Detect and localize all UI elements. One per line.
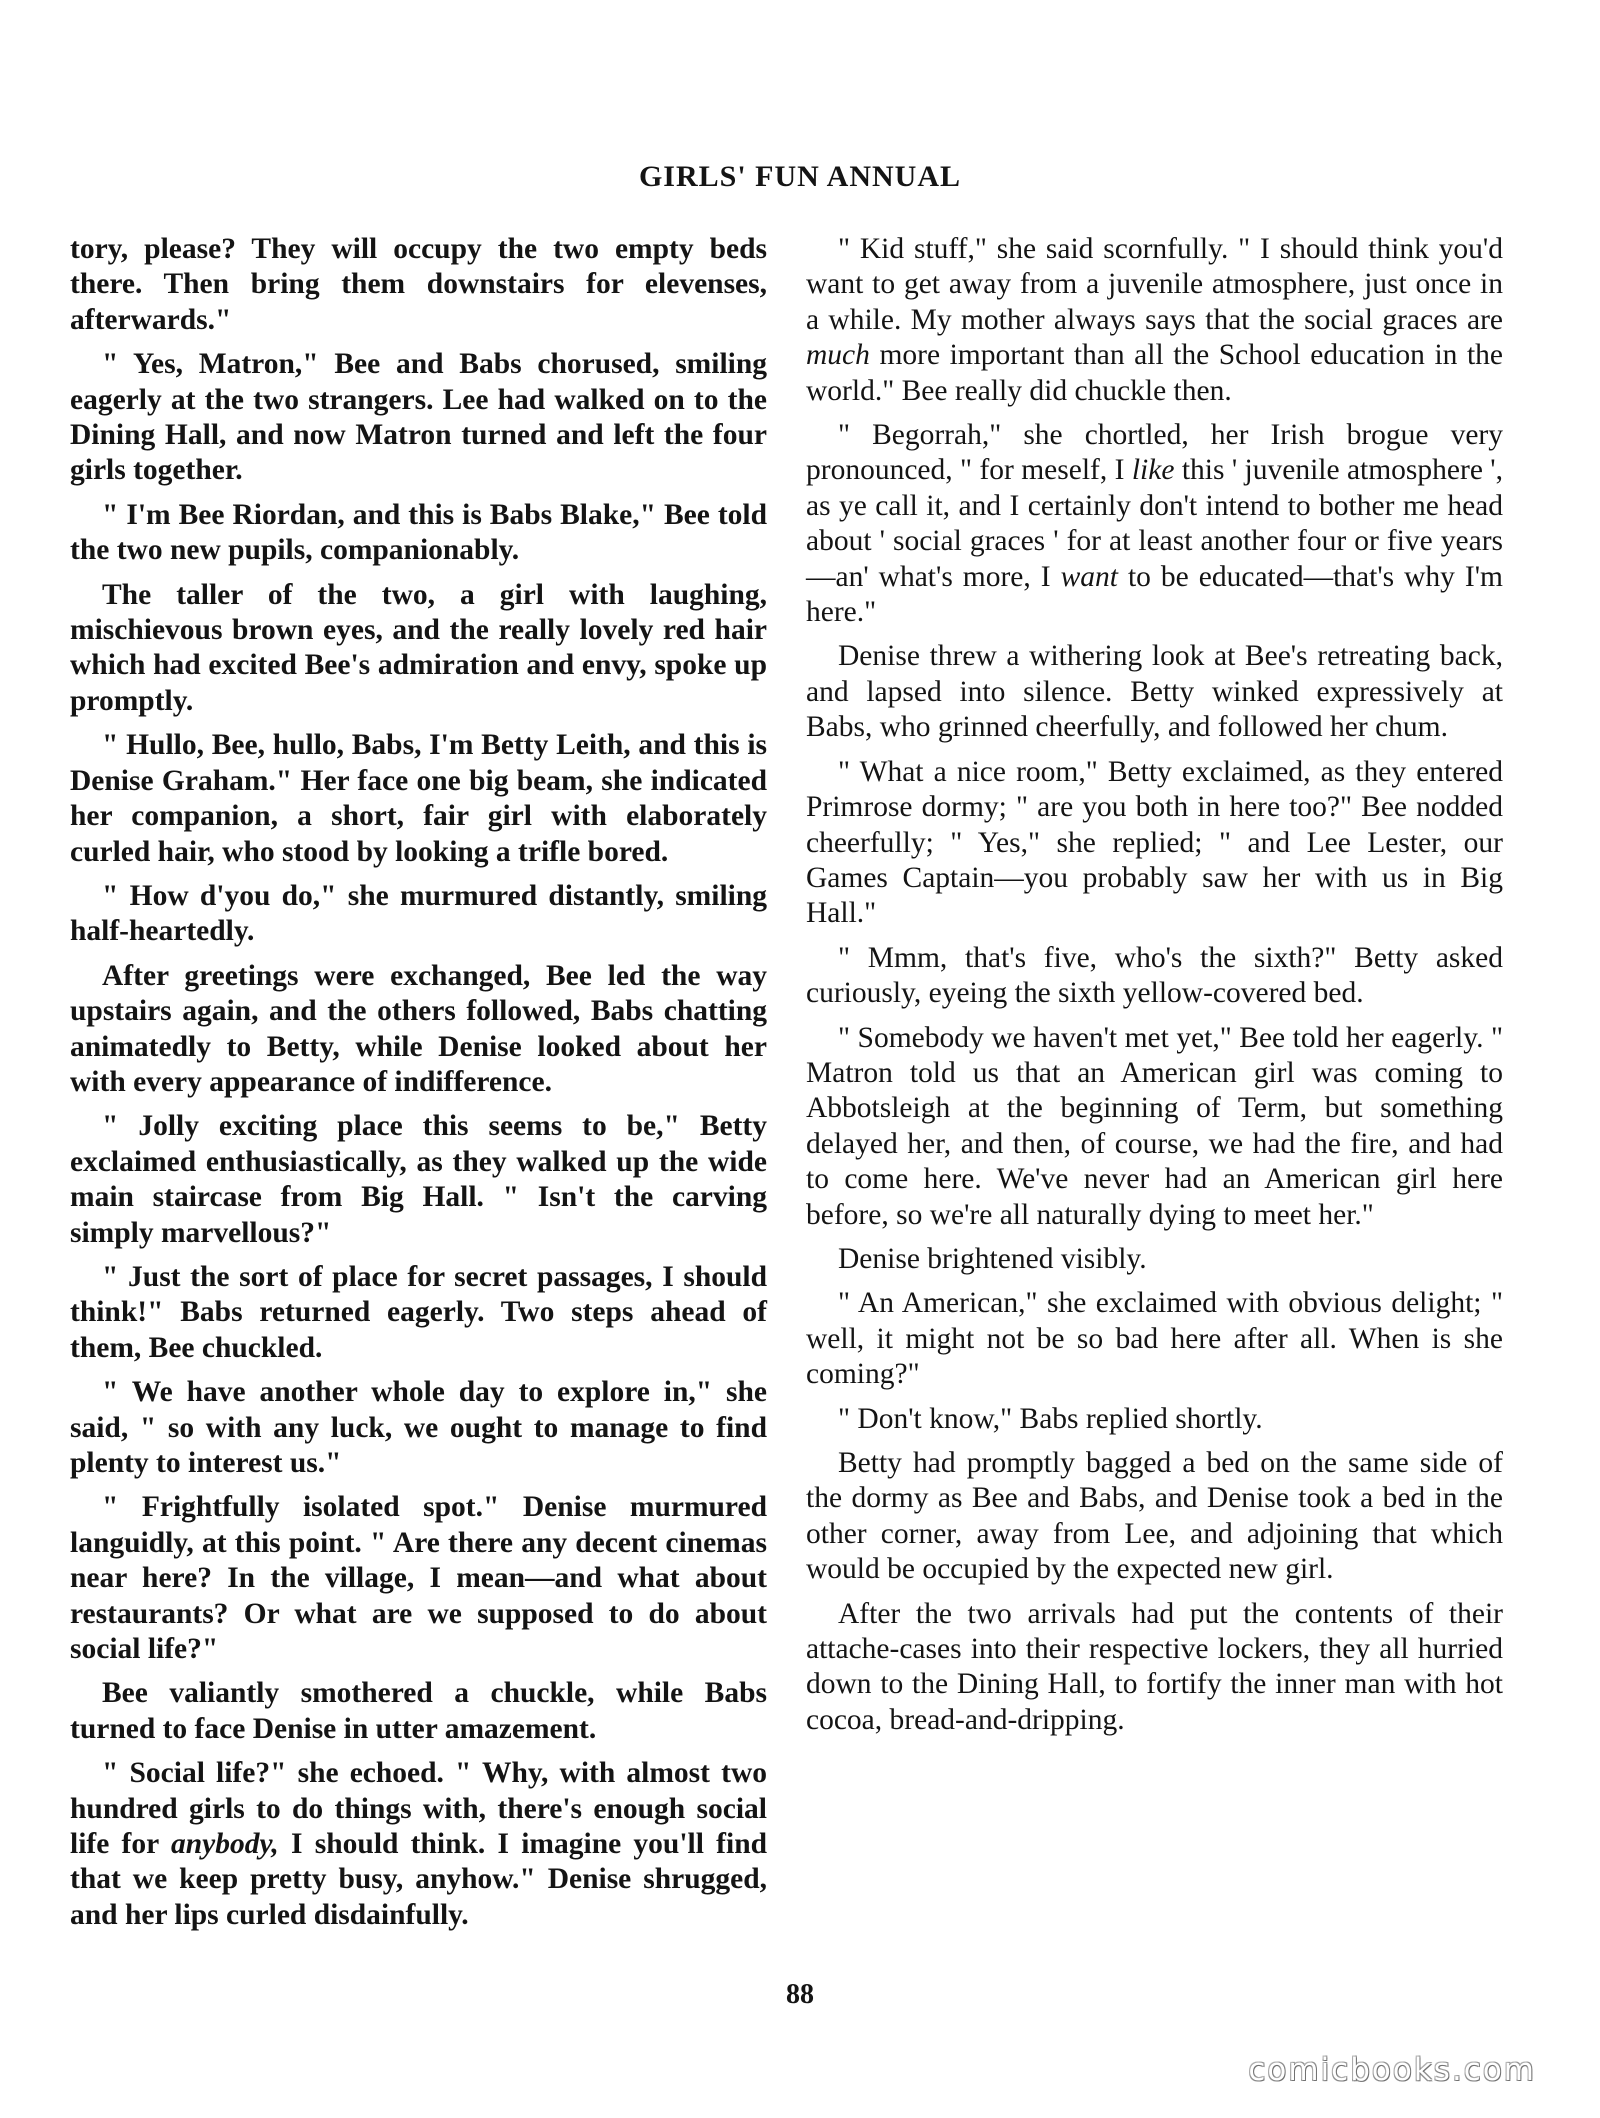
text-run: " Kid stuff," she said scornfully. " I should think you'd want to get away from a juvenile atmosphere, just once in a while. My mother always says that the social graces are [806, 233, 1503, 336]
text-run: more important than all the School education in the world." Bee really did chuckle then. [806, 339, 1503, 407]
paragraph: After the two arrivals had put the contents of their attache-cases into their respective lockers, they all hurried down to the Dining Hall, to fortify the inner man with hot cocoa, bread-and-dripping. [806, 1597, 1503, 1736]
emphasis: anybody, [170, 1828, 279, 1861]
paragraph: " We have another whole day to explore in," she said, " so with any luck, we ought to manage to find plenty to interest us." [70, 1376, 767, 1479]
left-column [70, 232, 767, 1942]
paragraph: " Somebody we haven't met yet," Bee told her eagerly. " Matron told us that an American girl was coming to Abbotsleigh at the beginning of Term, but something delayed her, and then, of course, we had the fire, and had to come here. We've never had an American girl here before, so we're all naturally dying to meet her." [806, 1021, 1503, 1231]
page-number: 88 [786, 1979, 814, 2010]
right-column [806, 232, 1503, 1747]
paragraph: Denise brightened visibly. [838, 1242, 1147, 1275]
paragraph: " An American," she exclaimed with obvious delight; " well, it might not be so bad here after all. When is she coming?" [806, 1287, 1503, 1391]
paragraph: Bee valiantly smothered a chuckle, while Babs turned to face Denise in utter amazement. [70, 1677, 767, 1745]
paragraph: " Frightfully isolated spot." Denise murmured languidly, at this point. " Are there any decent cinemas near here? In the village, I mean—and what about restaurants? Or what are we supposed to do about social life?" [70, 1491, 767, 1666]
paragraph: " Hullo, Bee, hullo, Babs, I'm Betty Leith, and this is Denise Graham." Her face one big beam, she indicated her companion, a short, fair girl with elaborately curled hair, who stood by looking a trifle bored. [70, 729, 767, 868]
text-run: this ' juvenile atmosphere ', as ye call it, and I certainly don't intend to bother me head about ' social graces ' for at least another four or five years—an' what's more, I [806, 454, 1503, 593]
paragraph [70, 1756, 767, 1933]
paragraph: Betty had promptly bagged a bed on the same side of the dormy as Bee and Babs, and Denise took a bed in the other corner, away from Lee, and adjoining that which would be occupied by the expected new girl. [806, 1447, 1503, 1586]
watermark: comicbooks.com [1248, 2052, 1536, 2088]
paragraph [806, 232, 1503, 409]
paragraph [806, 418, 1503, 630]
emphasis: like [1131, 454, 1175, 487]
emphasis: much [806, 339, 870, 372]
paragraph: " How d'you do," she murmured distantly, smiling half-heartedly. [70, 879, 767, 948]
paragraph: " Jolly exciting place this seems to be," Betty exclaimed enthusiastically, as they walked up the wide main staircase from Big Hall. " Isn't the carving simply marvellous?" [70, 1110, 767, 1249]
paragraph: " What a nice room," Betty exclaimed, as they entered Primrose dormy; " are you both in here too?" Bee nodded cheerfully; " Yes," she replied; " and Lee Lester, our Games Captain—you probably saw her with us in Big Hall." [806, 755, 1503, 930]
paragraph: The taller of the two, a girl with laughing, mischievous brown eyes, and the really lovely red hair which had excited Bee's admiration and envy, spoke up promptly. [70, 578, 767, 717]
paragraph: " Mmm, that's five, who's the sixth?" Betty asked curiously, eyeing the sixth yellow-covered bed. [806, 941, 1503, 1010]
paragraph: " Don't know," Babs replied shortly. [838, 1402, 1263, 1435]
text-run: " Begorrah," she chortled, her Irish brogue very pronounced, " for meself, I [806, 419, 1503, 487]
paragraph: " Yes, Matron," Bee and Babs chorused, smiling eagerly at the two strangers. Lee had walked on to the Dining Hall, and now Matron turned and left the four girls together. [70, 348, 767, 487]
paragraph: Denise threw a withering look at Bee's retreating back, and lapsed into silence. Betty winked expressively at Babs, who grinned cheerfully, and followed her chum. [806, 640, 1503, 744]
text-run: " Social life?" she echoed. " Why, with almost two hundred girls to do things with, there's enough social life for [70, 1757, 767, 1861]
paragraph: " Just the sort of place for secret passages, I should think!" Babs returned eagerly. Two steps ahead of them, Bee chuckled. [70, 1260, 767, 1364]
paragraph: tory, please? They will occupy the two empty beds there. Then bring them downstairs for elevenses, afterwards." [70, 233, 767, 336]
paragraph: " I'm Bee Riordan, and this is Babs Blake," Bee told the two new pupils, companionably. [70, 498, 767, 567]
emphasis: want [1060, 560, 1118, 593]
running-header: GIRLS' FUN ANNUAL [638, 160, 962, 193]
paragraph: After greetings were exchanged, Bee led the way upstairs again, and the others followed, Babs chatting animatedly to Betty, while Denise looked about her with every appearance of indifference. [70, 959, 767, 1098]
text-run: to be educated—that's why I'm here." [806, 560, 1503, 629]
text-run: I should think. I imagine you'll find that we keep pretty busy, anyhow." Denise shrugged, and her lips curled disdainfully. [70, 1828, 768, 1931]
